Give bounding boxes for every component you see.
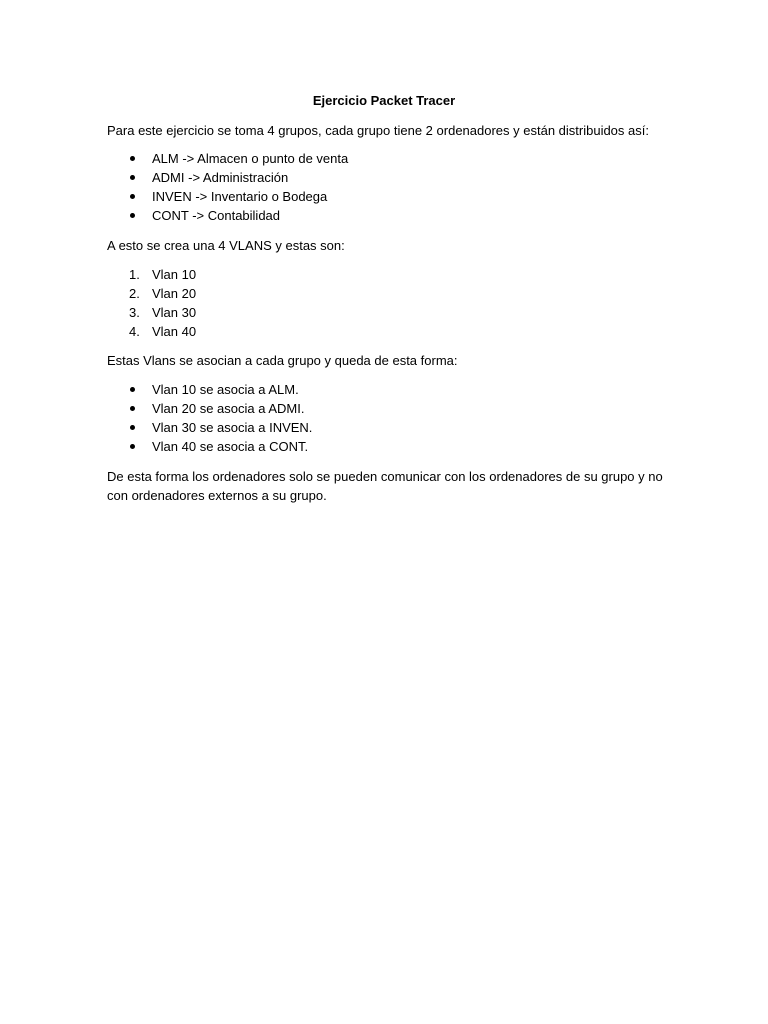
bullet-icon <box>130 156 135 161</box>
bullet-icon <box>130 425 135 430</box>
group-item-text: INVEN -> Inventario o Bodega <box>152 189 328 204</box>
vlans-intro-paragraph: A esto se crea una 4 VLANS y estas son: <box>107 238 345 253</box>
associations-list <box>107 380 312 456</box>
bullet-icon <box>130 213 135 218</box>
list-item <box>107 437 312 456</box>
list-item <box>107 168 348 187</box>
list-item <box>107 303 196 322</box>
list-number: 4. <box>129 324 140 339</box>
list-item <box>107 206 348 225</box>
list-number: 2. <box>129 286 140 301</box>
bullet-icon <box>130 387 135 392</box>
group-item-text: ALM -> Almacen o punto de venta <box>152 151 349 166</box>
intro-paragraph: Para este ejercicio se toma 4 grupos, cada grupo tiene 2 ordenadores y están distribuidos así: <box>107 123 649 138</box>
association-item-text: Vlan 20 se asocia a ADMI. <box>152 401 305 416</box>
list-item <box>107 399 312 418</box>
list-item <box>107 418 312 437</box>
group-item-text: ADMI -> Administración <box>152 170 289 185</box>
list-item <box>107 187 348 206</box>
conclusion-paragraph: De esta forma los ordenadores solo se pueden comunicar con los ordenadores de su grupo y no con ordenadores externos a su grupo. <box>107 469 663 503</box>
list-item <box>107 265 196 284</box>
list-item <box>107 380 312 399</box>
vlan-item-text: Vlan 10 <box>152 267 197 282</box>
list-number: 1. <box>129 267 140 282</box>
group-item-text: CONT -> Contabilidad <box>152 208 281 223</box>
document-title: Ejercicio Packet Tracer <box>312 93 456 108</box>
list-item <box>107 322 196 341</box>
vlan-item-text: Vlan 20 <box>152 286 197 301</box>
association-item-text: Vlan 30 se asocia a INVEN. <box>152 420 313 435</box>
association-item-text: Vlan 10 se asocia a ALM. <box>152 382 299 397</box>
list-number: 3. <box>129 305 140 320</box>
bullet-icon <box>130 444 135 449</box>
vlan-item-text: Vlan 40 <box>152 324 197 339</box>
vlans-list <box>107 265 196 341</box>
vlan-item-text: Vlan 30 <box>152 305 197 320</box>
associations-intro-paragraph: Estas Vlans se asocian a cada grupo y queda de esta forma: <box>107 353 458 368</box>
bullet-icon <box>130 194 135 199</box>
bullet-icon <box>130 406 135 411</box>
bullet-icon <box>130 175 135 180</box>
association-item-text: Vlan 40 se asocia a CONT. <box>152 439 309 454</box>
groups-list <box>107 149 348 225</box>
list-item <box>107 149 348 168</box>
list-item <box>107 284 196 303</box>
